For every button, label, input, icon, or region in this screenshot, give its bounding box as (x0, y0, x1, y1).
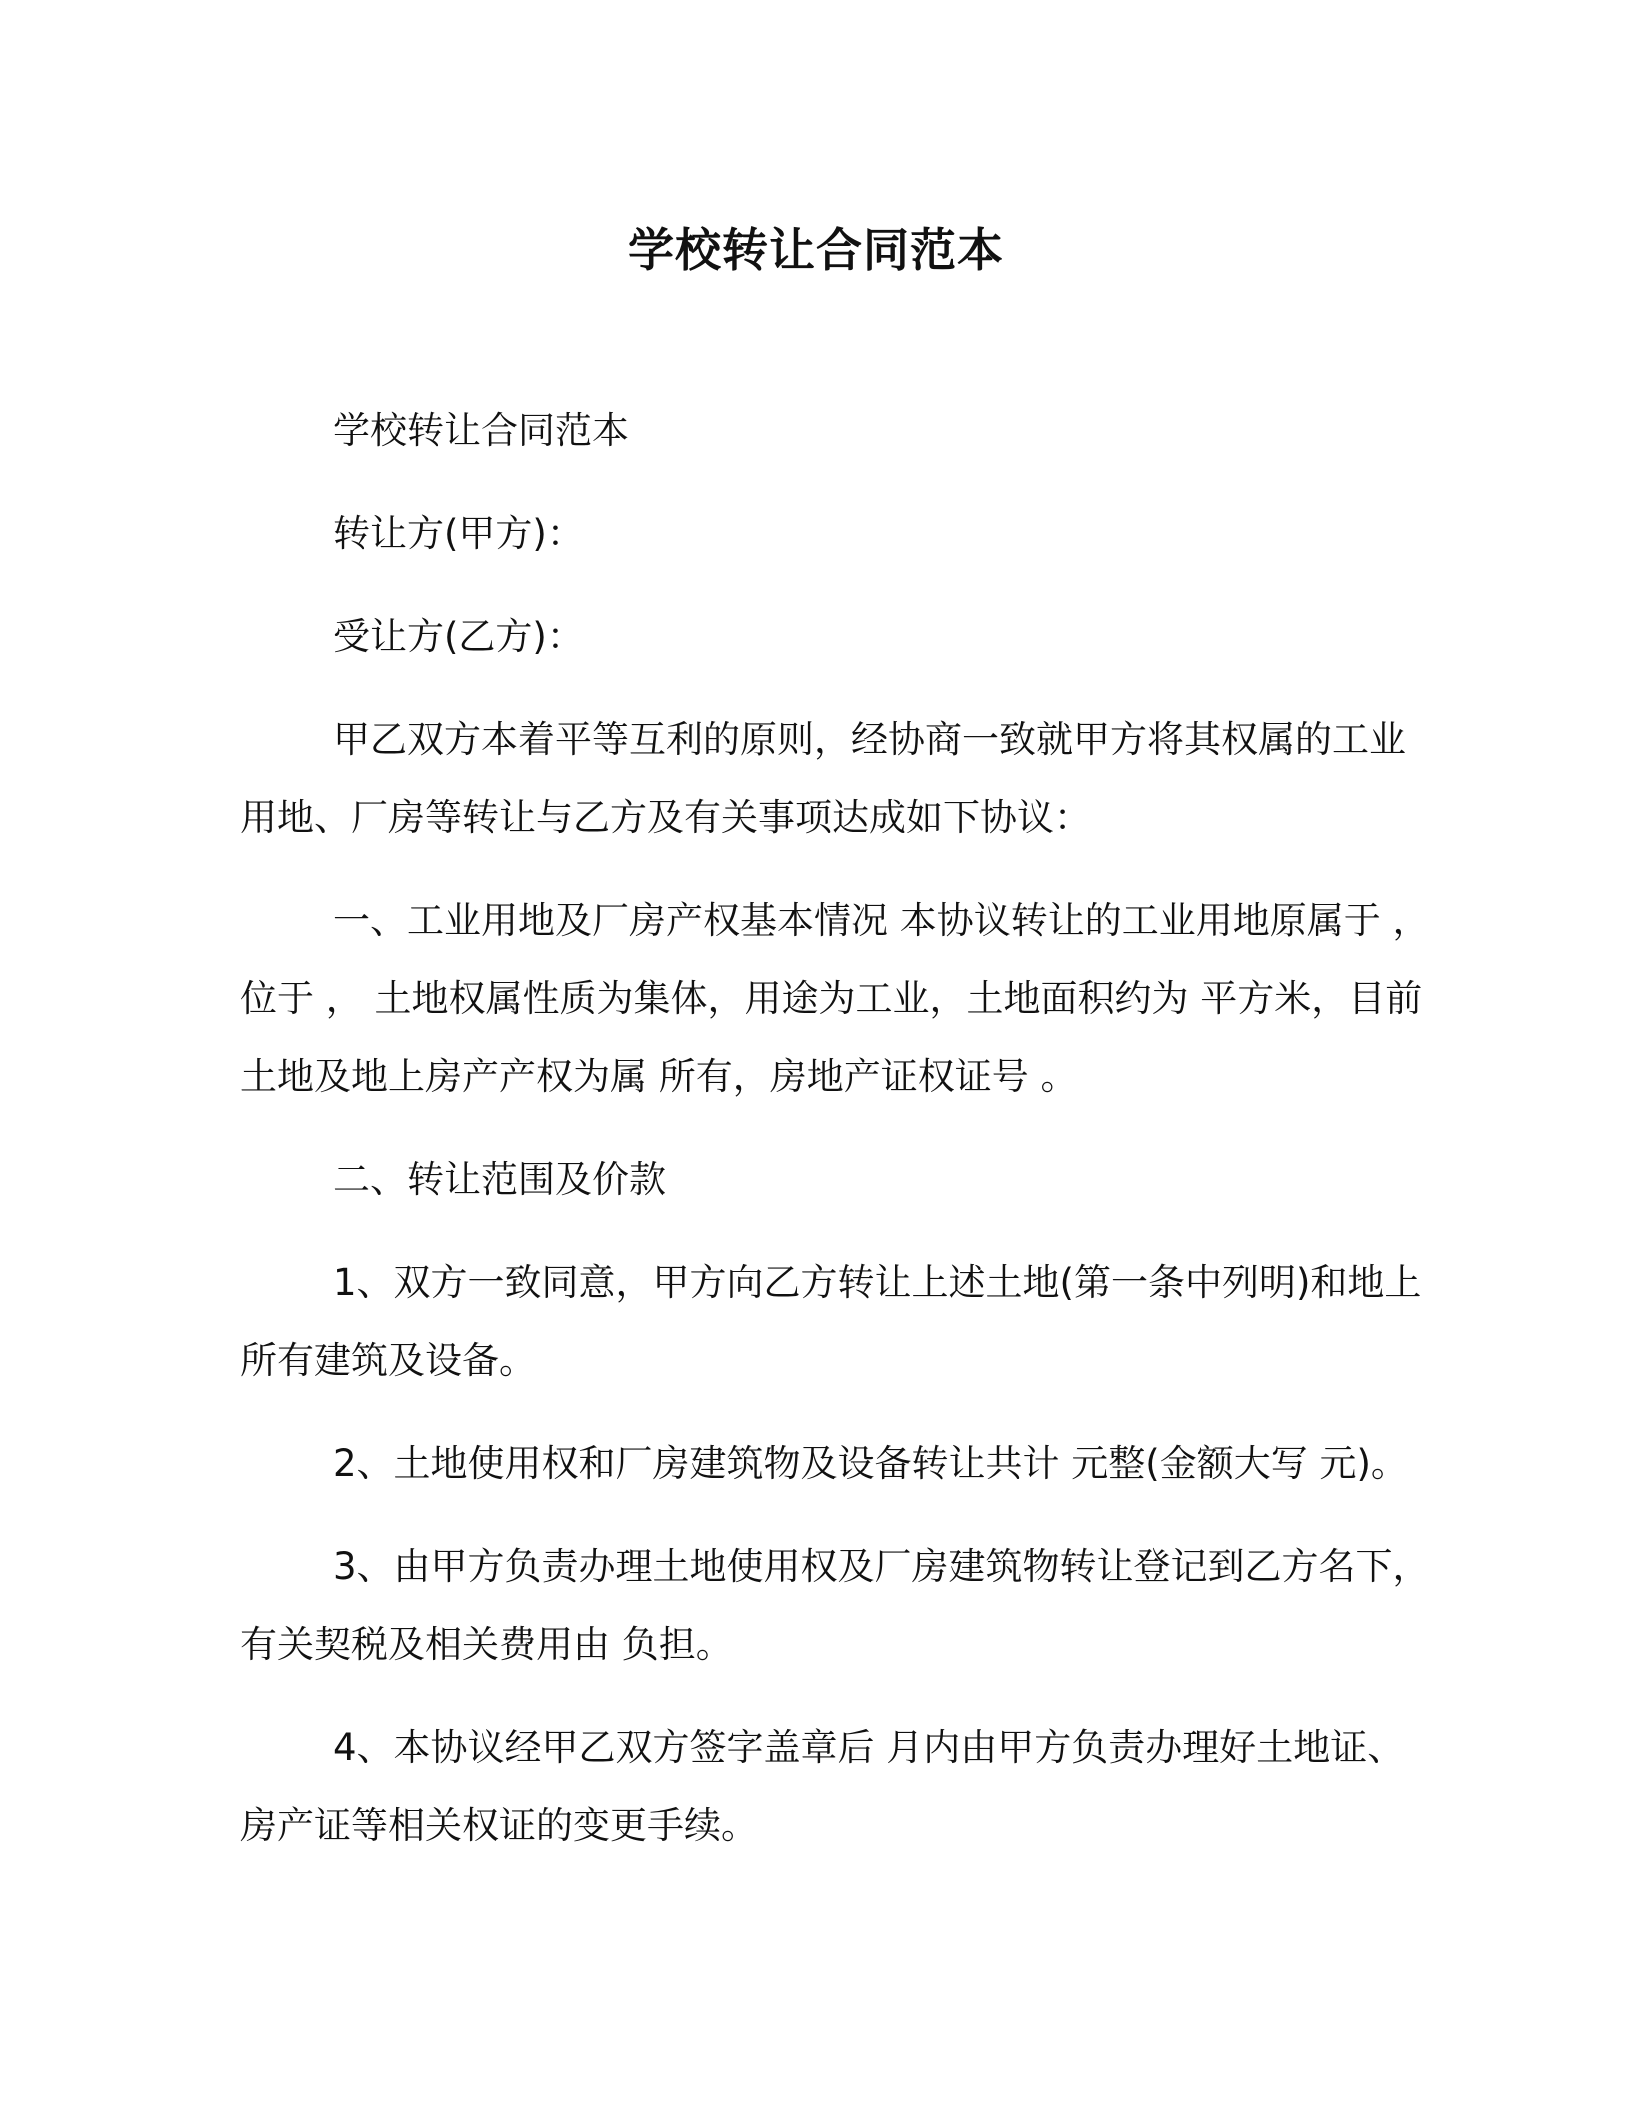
paragraph-clause-4: 4、本协议经甲乙双方签字盖章后 月内由甲方负责办理好土地证、房产证等相关权证的变更手续。 (240, 1726, 1405, 1847)
paragraph-clause-2: 2、土地使用权和厂房建筑物及设备转让共计 元整(金额大写 元)。 (333, 1442, 1408, 1485)
paragraph-subtitle: 学校转让合同范本 (333, 409, 629, 452)
paragraph-preamble: 甲乙双方本着平等互利的原则，经协商一致就甲方将其权属的工业用地、厂房等转让与乙方及有关事项达成如下协议： (240, 718, 1406, 839)
paragraph-transferor: 转让方(甲方)： (333, 512, 584, 555)
document-title: 学校转让合同范本 (628, 223, 1004, 277)
paragraph-transferee: 受让方(乙方)： (333, 615, 584, 658)
paragraph-section-1: 一、工业用地及厂房产权基本情况 本协议转让的工业用地原属于 ，位于 ， 土地权属性质为集体，用途为工业，土地面积约为 平方米，目前土地及地上房产产权为属 所有，房地产证权证号 。 (240, 899, 1430, 1098)
paragraph-section-2-heading: 二、转让范围及价款 (333, 1158, 666, 1201)
paragraph-clause-3: 3、由甲方负责办理土地使用权及厂房建筑物转让登记到乙方名下，有关契税及相关费用由 负担。 (240, 1545, 1430, 1666)
document-body (240, 392, 1430, 1890)
paragraph-clause-1: 1、双方一致同意，甲方向乙方转让上述土地(第一条中列明)和地上所有建筑及设备。 (240, 1261, 1422, 1382)
